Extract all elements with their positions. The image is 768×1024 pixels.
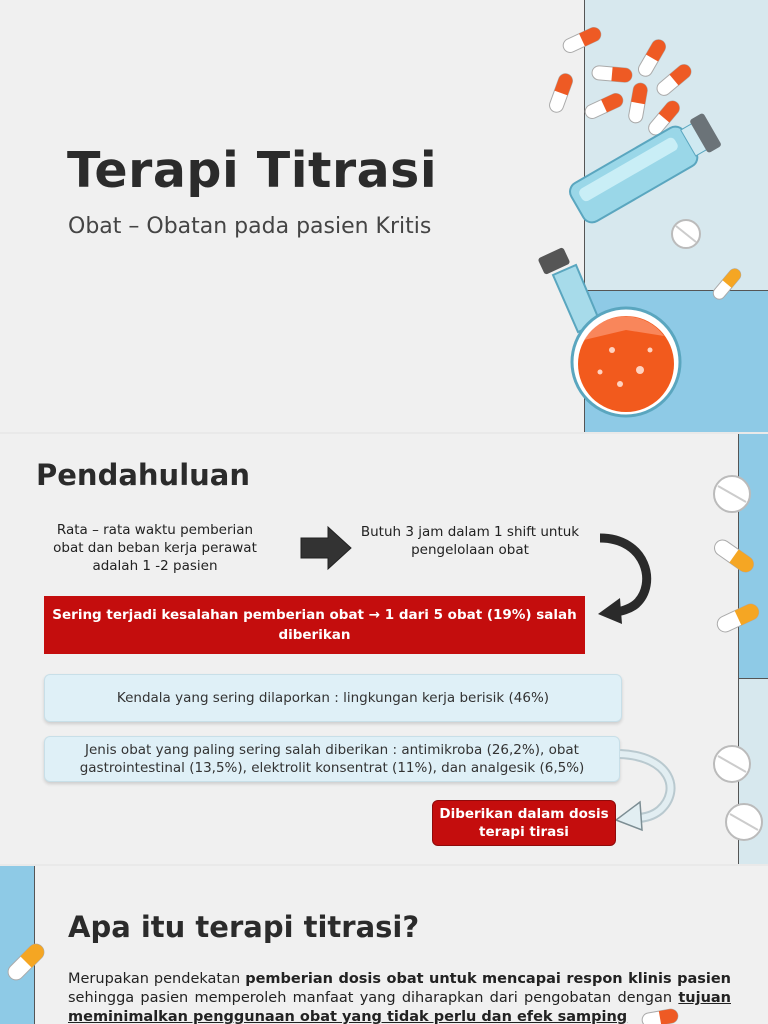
definition-paragraph xyxy=(68,970,731,1024)
body-text: sehingga pasien memperoleh manfaat yang diharapkan dari pengobatan dengan xyxy=(68,990,679,1006)
info-box-noise: Kendala yang sering dilaporkan : lingkungan kerja berisik (46%) xyxy=(44,674,622,722)
body-text: Merupakan pendekatan xyxy=(68,971,246,987)
left-text: Rata – rata waktu pemberian obat dan beban kerja perawat adalah 1 -2 pasien xyxy=(53,522,257,574)
body-underline: tujuan xyxy=(678,990,731,1006)
capsule-icon xyxy=(0,866,60,1024)
right-text: Butuh 3 jam dalam 1 shift untuk pengelolaan obat xyxy=(360,524,580,558)
capsule-icon xyxy=(640,1006,680,1024)
section-heading: Pendahuluan xyxy=(36,458,250,492)
tablet-icon-group xyxy=(0,434,768,864)
slide-title: Terapi Titrasi xyxy=(67,142,438,199)
title-slide xyxy=(0,0,768,432)
capsule-icon-group xyxy=(0,0,768,432)
flask-icon xyxy=(538,247,680,416)
error-banner: Sering terjadi kesalahan pemberian obat → 1 dari 5 obat (19%) salah diberikan xyxy=(44,596,585,654)
info-box-drugs: Jenis obat yang paling sering salah diberikan : antimikroba (26,2%), obat gastrointestinal (13,5%), elektrolit konsentrat (11%), dan analgesik (6,5%) xyxy=(44,736,620,782)
slide-subtitle: Obat – Obatan pada pasien Kritis xyxy=(68,214,432,239)
definition-slide xyxy=(0,866,768,1024)
section-heading: Apa itu terapi titrasi? xyxy=(68,910,420,944)
introduction-slide xyxy=(0,434,768,864)
tablet-icon xyxy=(672,220,700,248)
vial-icon xyxy=(566,110,723,226)
body-emphasis: meminimalkan penggunaan obat yang tidak perlu dan efek samping xyxy=(68,1009,628,1024)
titration-dose-badge: Diberikan dalam dosis terapi tirasi xyxy=(432,800,616,846)
body-emphasis: pemberian dosis obat untuk mencapai respon klinis pasien xyxy=(245,971,731,987)
